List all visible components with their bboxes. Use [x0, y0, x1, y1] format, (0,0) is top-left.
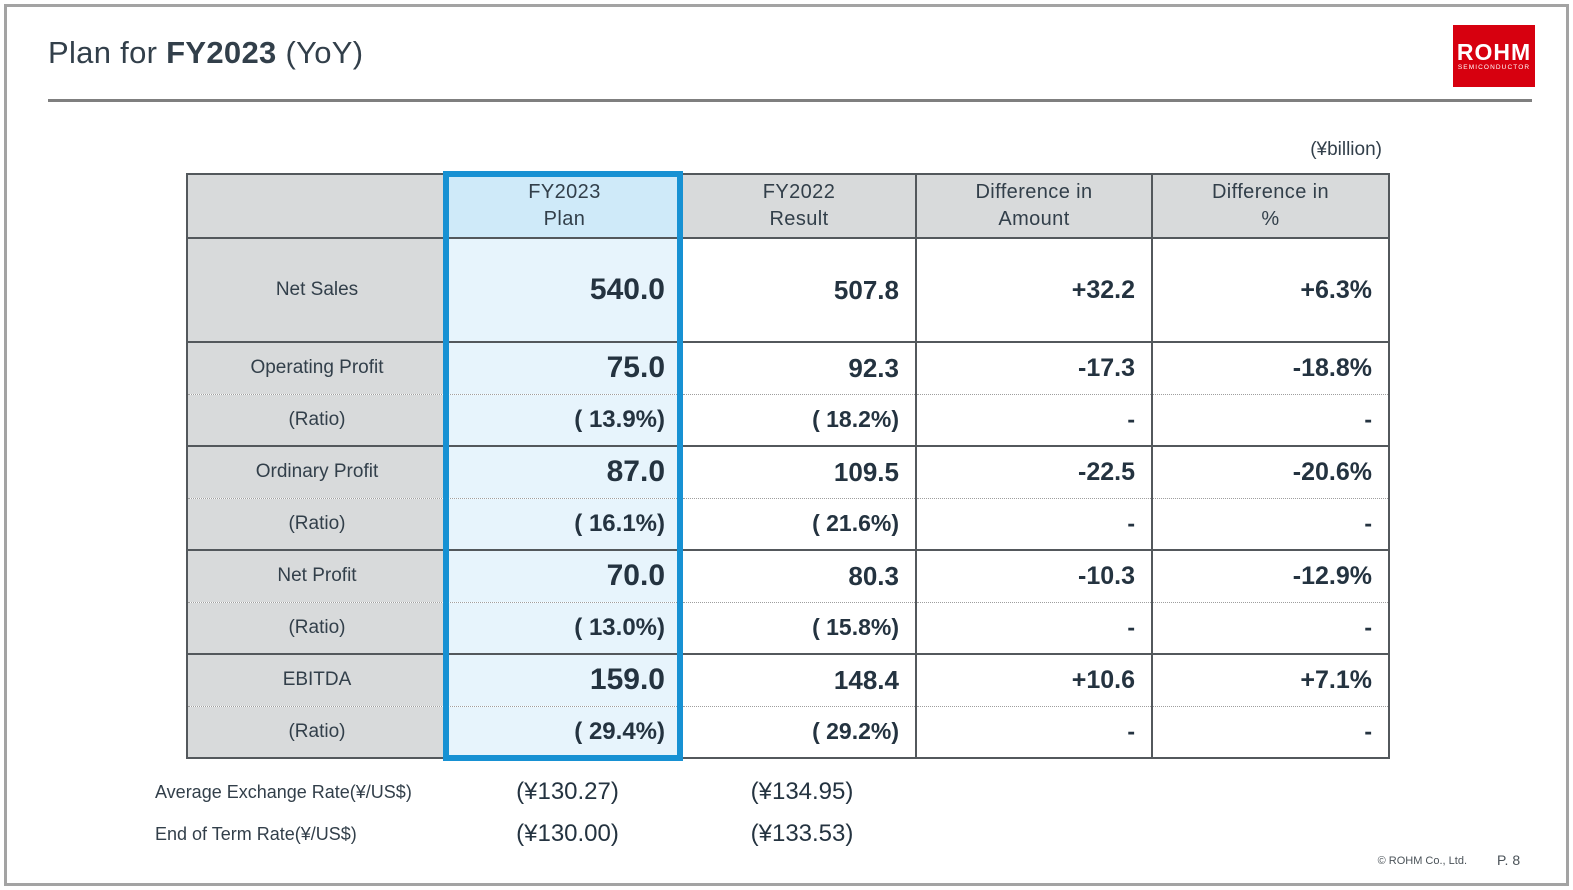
- cell-plan: 75.0: [447, 342, 682, 394]
- cell-plan: ( 13.9%): [447, 394, 682, 446]
- header-fy2022-result: [682, 174, 916, 238]
- cell-label: Ordinary Profit: [187, 446, 447, 498]
- cell-diff-percent: -12.9%: [1152, 550, 1389, 602]
- header-line: Plan: [543, 208, 586, 230]
- average-exchange-rate-row: [7, 772, 1388, 812]
- cell-label: (Ratio): [187, 394, 447, 446]
- cell-label: EBITDA: [187, 654, 447, 706]
- header-line: Difference in: [1211, 181, 1330, 203]
- page-title: [48, 35, 363, 71]
- cell-plan: 87.0: [447, 446, 682, 498]
- cell-label: Net Sales: [187, 238, 447, 342]
- row-ordinary-profit: [187, 446, 1389, 498]
- cell-diff-percent: -: [1152, 498, 1389, 550]
- cell-label: (Ratio): [187, 602, 447, 654]
- cell-diff-percent: -: [1152, 394, 1389, 446]
- exchange-rate-plan-value: (¥130.00): [516, 820, 619, 847]
- exchange-rate-plan-value: (¥130.27): [516, 778, 619, 805]
- row-net-profit-ratio: [187, 602, 1389, 654]
- header-line: %: [1261, 208, 1280, 230]
- cell-label: (Ratio): [187, 498, 447, 550]
- cell-result: ( 21.6%): [682, 498, 916, 550]
- header-line: FY2023: [528, 181, 601, 203]
- row-ordinary-profit-ratio: [187, 498, 1389, 550]
- cell-plan: ( 13.0%): [447, 602, 682, 654]
- header-line: Amount: [998, 208, 1070, 230]
- rohm-logo-text: ROHM: [1456, 38, 1532, 65]
- cell-plan: 540.0: [447, 238, 682, 342]
- cell-result: ( 18.2%): [682, 394, 916, 446]
- cell-result: 92.3: [682, 342, 916, 394]
- cell-diff-amount: +32.2: [916, 238, 1152, 342]
- row-ebitda: [187, 654, 1389, 706]
- cell-diff-amount: -: [916, 394, 1152, 446]
- cell-result: ( 29.2%): [682, 706, 916, 758]
- title-suffix: (YoY): [276, 35, 364, 70]
- footer-copyright: © ROHM Co., Ltd.: [1377, 855, 1467, 867]
- cell-label: (Ratio): [187, 706, 447, 758]
- rohm-logo-subtext: SEMICONDUCTOR: [1457, 63, 1531, 71]
- row-net-sales: [187, 238, 1389, 342]
- row-ebitda-ratio: [187, 706, 1389, 758]
- header-line: Result: [769, 208, 829, 230]
- exchange-rate-label: End of Term Rate(¥/US$): [155, 823, 357, 844]
- cell-diff-amount: -: [916, 706, 1152, 758]
- header-difference-amount: [916, 174, 1152, 238]
- header-line: Difference in: [975, 181, 1093, 203]
- exchange-rate-result-value: (¥133.53): [750, 820, 854, 847]
- cell-result: 507.8: [682, 238, 916, 342]
- financial-table: [186, 173, 1390, 759]
- table-header-row: [187, 174, 1389, 238]
- cell-diff-percent: +6.3%: [1152, 238, 1389, 342]
- cell-diff-percent: -20.6%: [1152, 446, 1389, 498]
- title-divider: [48, 99, 1532, 102]
- header-difference-percent: [1152, 174, 1389, 238]
- cell-diff-amount: +10.6: [916, 654, 1152, 706]
- cell-result: 148.4: [682, 654, 916, 706]
- cell-diff-amount: -: [916, 498, 1152, 550]
- cell-result: ( 15.8%): [682, 602, 916, 654]
- exchange-rate-label: Average Exchange Rate(¥/US$): [155, 781, 412, 802]
- cell-diff-percent: +7.1%: [1152, 654, 1389, 706]
- slide: [4, 4, 1569, 886]
- cell-result: 109.5: [682, 446, 916, 498]
- cell-plan: ( 16.1%): [447, 498, 682, 550]
- cell-diff-amount: -10.3: [916, 550, 1152, 602]
- footer-page-number: P. 8: [1497, 852, 1521, 868]
- title-prefix: Plan for: [48, 35, 167, 70]
- header-fy2023-plan: [447, 174, 682, 238]
- title-strong: FY2023: [166, 35, 277, 70]
- header-line: FY2022: [762, 181, 836, 203]
- cell-diff-percent: -: [1152, 602, 1389, 654]
- header-blank: [187, 174, 447, 238]
- exchange-rate-result-value: (¥134.95): [750, 778, 854, 805]
- row-operating-profit: [187, 342, 1389, 394]
- cell-diff-percent: -18.8%: [1152, 342, 1389, 394]
- cell-diff-percent: -: [1152, 706, 1389, 758]
- cell-diff-amount: -22.5: [916, 446, 1152, 498]
- cell-plan: 70.0: [447, 550, 682, 602]
- cell-plan: 159.0: [447, 654, 682, 706]
- end-of-term-rate-row: [7, 814, 1388, 854]
- cell-label: Net Profit: [187, 550, 447, 602]
- financial-table-wrap: [186, 173, 1388, 759]
- unit-label: (¥billion): [1310, 139, 1382, 160]
- row-operating-profit-ratio: [187, 394, 1389, 446]
- rohm-logo: [1453, 25, 1535, 87]
- cell-label: Operating Profit: [187, 342, 447, 394]
- cell-result: 80.3: [682, 550, 916, 602]
- cell-diff-amount: -: [916, 602, 1152, 654]
- cell-plan: ( 29.4%): [447, 706, 682, 758]
- row-net-profit: [187, 550, 1389, 602]
- cell-diff-amount: -17.3: [916, 342, 1152, 394]
